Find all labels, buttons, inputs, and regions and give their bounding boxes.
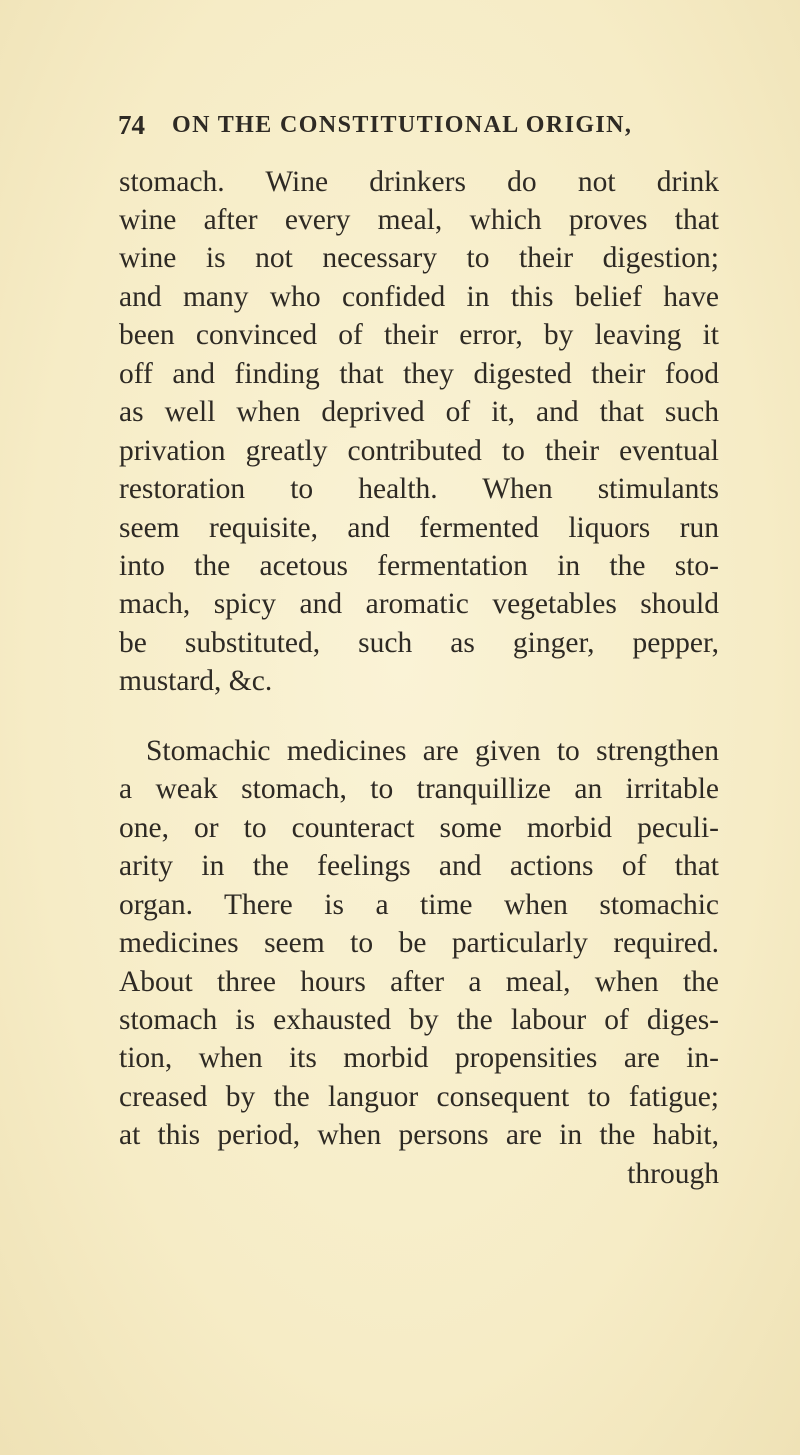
page-number: 74 [118,110,145,140]
text-line: arity in the feelings and actions of that [119,850,719,882]
text-line: organ. There is a time when stomachic [119,889,719,921]
text-line: at this period, when persons are in the habit, [119,1119,719,1151]
text-line: seem requisite, and fermented liquors run [119,512,719,544]
text-line: About three hours after a meal, when the [119,966,719,998]
text-line: as well when deprived of it, and that such [119,396,719,428]
text-line: restoration to health. When stimulants [119,473,719,505]
running-head: ON THE CONSTITUTIONAL ORIGIN, [172,112,633,138]
text-line: one, or to counteract some morbid peculi- [119,812,719,844]
text-line: be substituted, such as ginger, pepper, [119,627,719,659]
text-line: a weak stomach, to tranquillize an irritable [119,773,719,805]
text-line: off and finding that they digested their food [119,358,719,390]
catchword: through [627,1158,719,1190]
text-line: creased by the languor consequent to fatigue; [119,1081,719,1113]
page-header [118,110,718,150]
text-line: wine after every meal, which proves that [119,204,719,236]
text-line: and many who confided in this belief have [119,281,719,313]
text-line: wine is not necessary to their digestion; [119,242,719,274]
text-line: stomach. Wine drinkers do not drink [119,166,719,198]
text-line: tion, when its morbid propensities are in- [119,1042,719,1074]
text-line: medicines seem to be particularly required. [119,927,719,959]
text-line: stomach is exhausted by the labour of diges- [119,1004,719,1036]
text-line: privation greatly contributed to their eventual [119,435,719,467]
text-line: been convinced of their error, by leaving it [119,319,719,351]
text-line: Stomachic medicines are given to strengthen [146,735,719,767]
text-line: mach, spicy and aromatic vegetables should [119,588,719,620]
text-line: mustard, &c. [119,665,273,697]
text-line: into the acetous fermentation in the sto- [119,550,719,582]
